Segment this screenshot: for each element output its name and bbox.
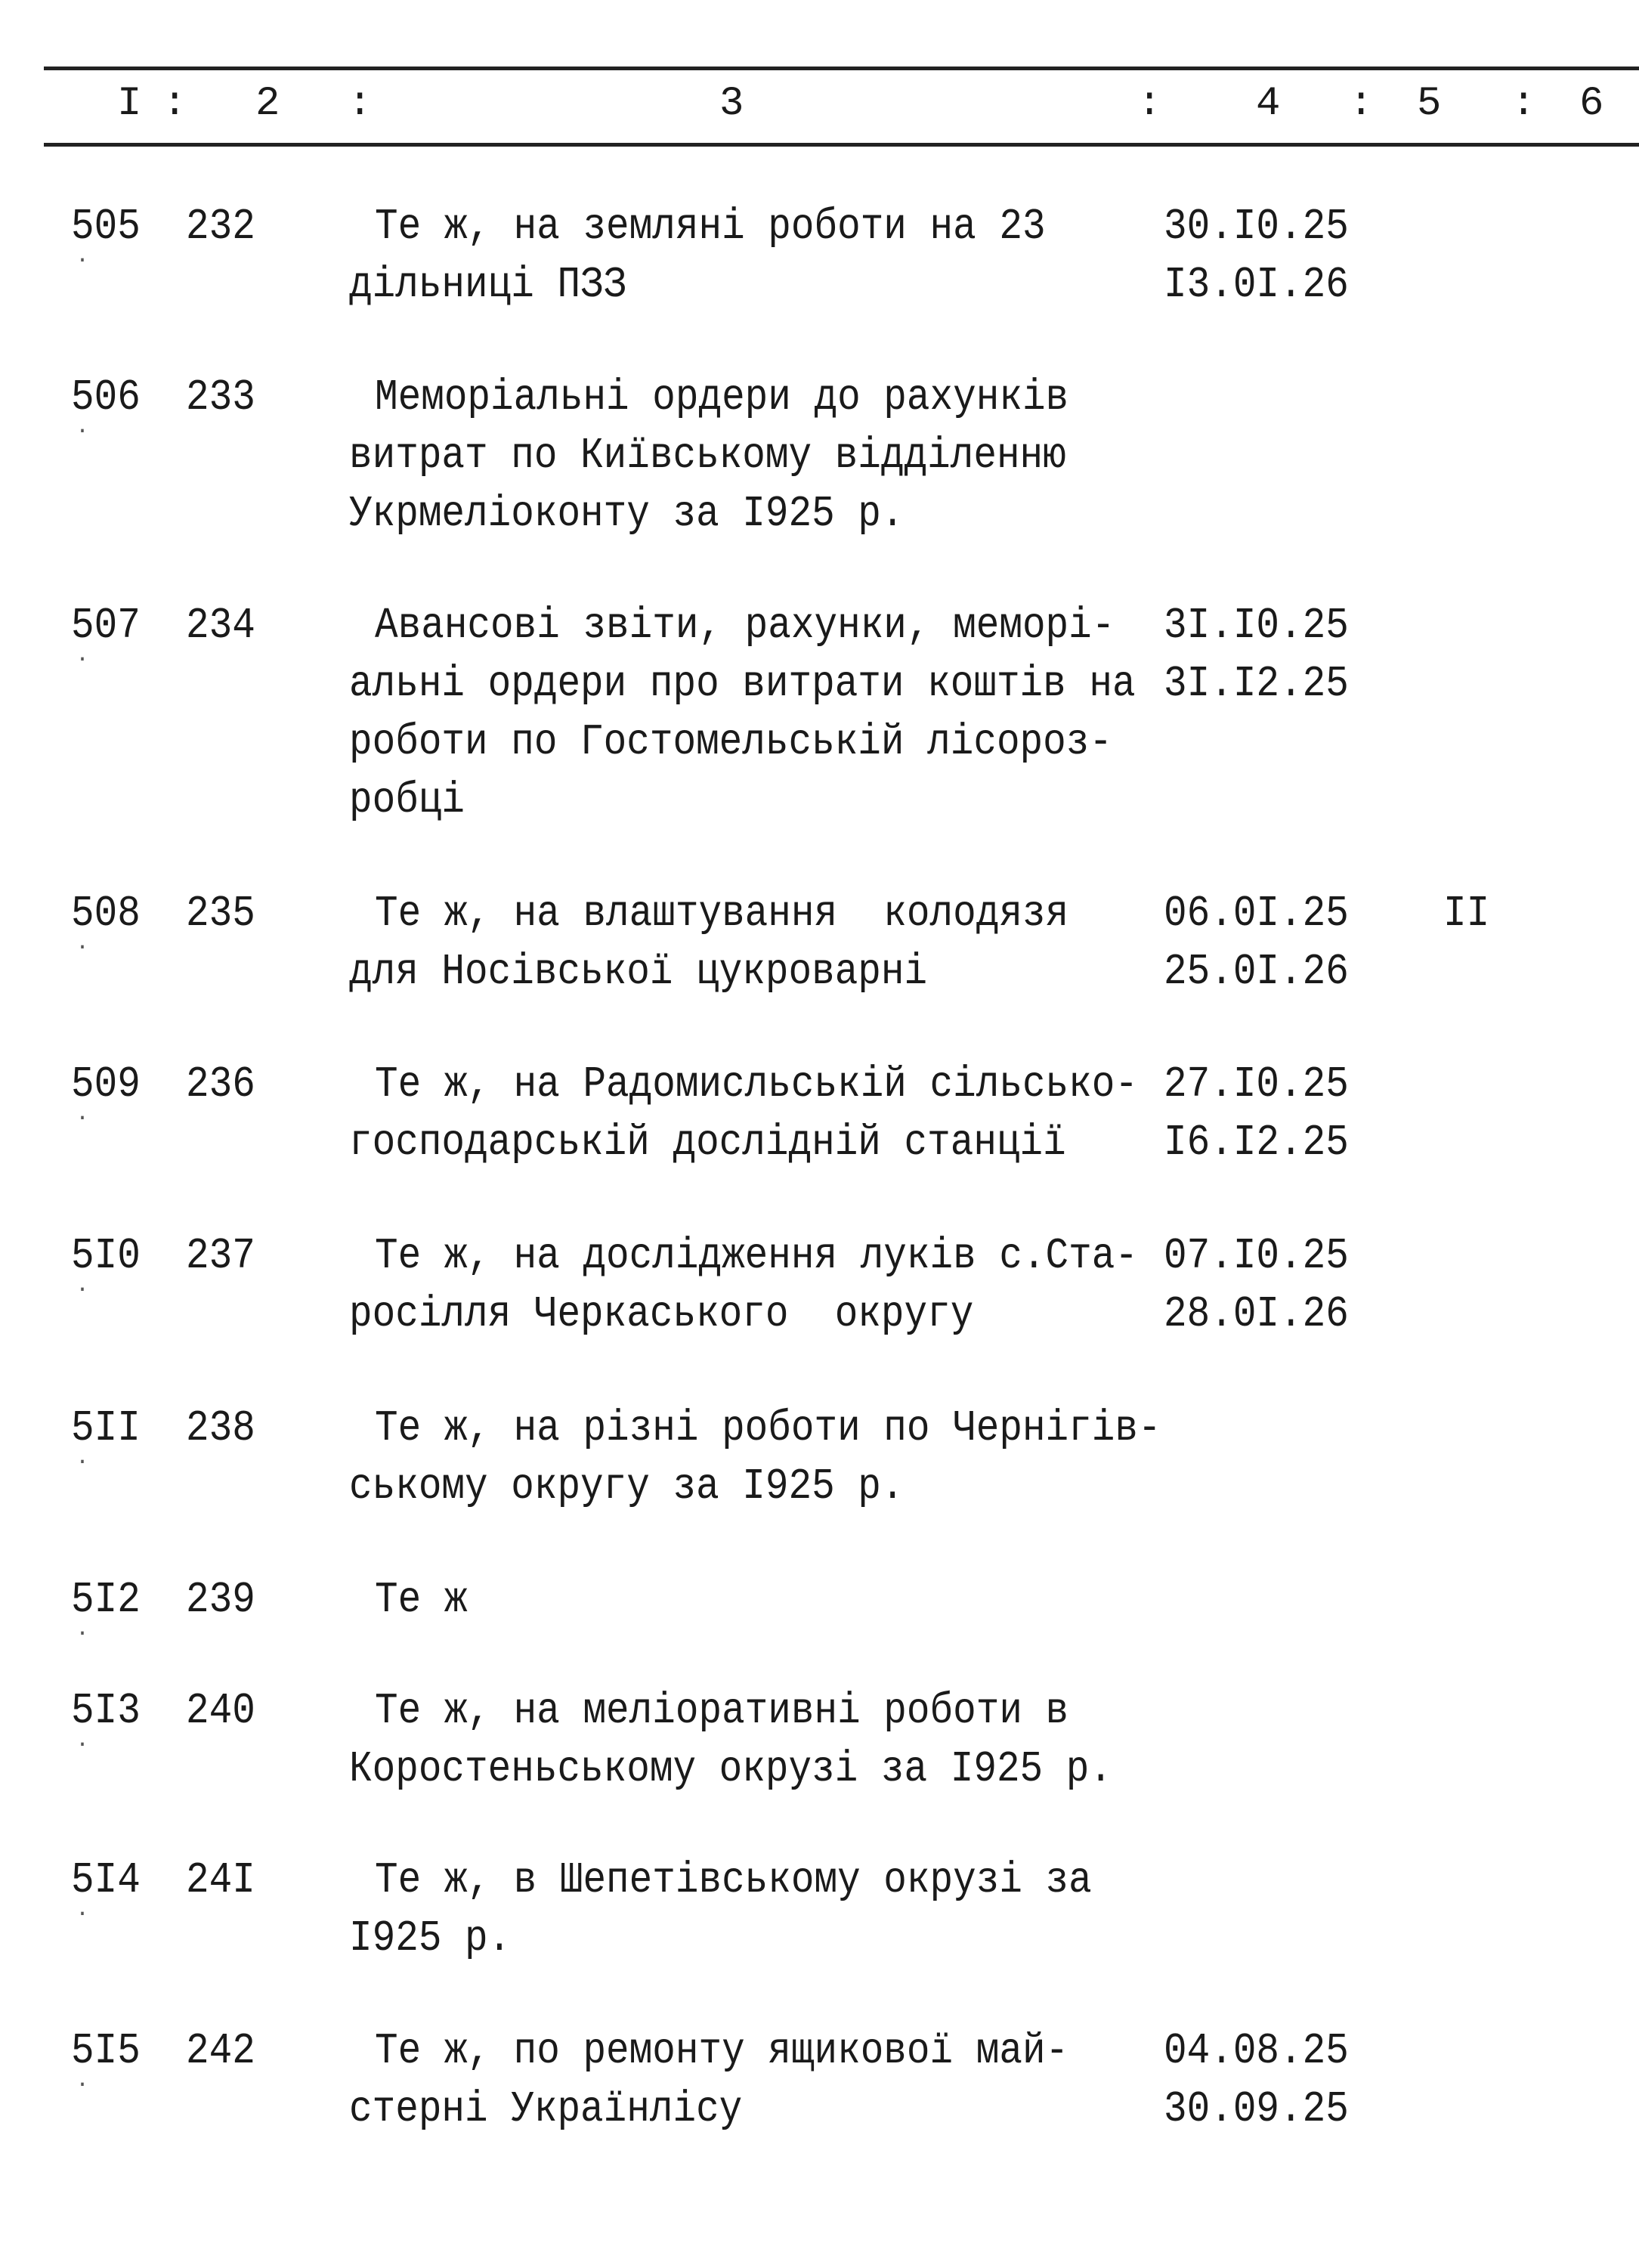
- description-line: ському округу за I925 р.: [349, 1463, 905, 1512]
- item-number: 507: [71, 602, 141, 651]
- item-number: 5I5: [71, 2028, 141, 2077]
- description-line: Те ж, на різні роботи по Чернігів-: [375, 1405, 1161, 1454]
- header-sep: :: [348, 81, 373, 127]
- case-number: 239: [186, 1576, 255, 1626]
- description-line: для Носівської цукроварні: [349, 948, 928, 998]
- description-line: Те ж, по ремонту ящикової май-: [375, 2028, 1069, 2077]
- description-line: Те ж, на меліоративні роботи в: [375, 1688, 1069, 1737]
- item-number: 5I2: [71, 1576, 141, 1626]
- item-number: 505: [71, 203, 141, 252]
- description-line: господарській дослідній станції: [349, 1119, 1066, 1168]
- pencil-tick-mark: ·: [76, 2072, 90, 2098]
- case-number: 234: [186, 602, 255, 651]
- description-line: Те ж, на дослідження луків с.Ста-: [375, 1233, 1138, 1282]
- description-line: I925 р.: [349, 1915, 512, 1964]
- item-number: 5II: [71, 1405, 141, 1454]
- case-number: 233: [186, 374, 255, 423]
- header-top-rule: [44, 67, 1639, 70]
- pencil-tick-mark: ·: [76, 1901, 90, 1927]
- description-line: роботи по Гостомельській лісороз-: [349, 719, 1112, 768]
- description-line: Те ж, на влаштування колодязя: [375, 890, 1069, 939]
- description-line: стерні Українлісу: [349, 2086, 743, 2135]
- description-line: витрат по Київському відділенню: [349, 432, 1066, 481]
- header-col-3: 3: [719, 81, 744, 127]
- item-number: 5I0: [71, 1233, 141, 1282]
- case-number: 235: [186, 890, 255, 939]
- item-number: 5I4: [71, 1857, 141, 1906]
- pencil-tick-mark: ·: [76, 1450, 90, 1475]
- start-date: 07.I0.25: [1164, 1233, 1349, 1282]
- header-col-2: 2: [255, 81, 280, 127]
- description-line: росілля Черкаського округу: [349, 1291, 974, 1340]
- header-col-1: I: [117, 81, 142, 127]
- header-sep: :: [1137, 81, 1162, 127]
- start-date: 06.0I.25: [1164, 890, 1349, 939]
- header-bottom-rule: [44, 143, 1639, 147]
- case-number: 242: [186, 2028, 255, 2077]
- description-line: Те ж, на Радомисльській сільсько-: [375, 1061, 1138, 1110]
- pencil-tick-mark: ·: [76, 1106, 90, 1131]
- header-col-6: 6: [1579, 81, 1604, 127]
- pencil-tick-mark: ·: [76, 1277, 90, 1303]
- end-date: 30.09.25: [1164, 2086, 1349, 2135]
- end-date: I3.0I.26: [1164, 261, 1349, 311]
- end-date: 3I.I2.25: [1164, 661, 1349, 710]
- case-number: 238: [186, 1405, 255, 1454]
- pencil-tick-mark: ·: [76, 248, 90, 274]
- start-date: 04.08.25: [1164, 2028, 1349, 2077]
- description-line: Коростеньському окрузі за I925 р.: [349, 1746, 1112, 1795]
- start-date: 3I.I0.25: [1164, 602, 1349, 651]
- pencil-tick-mark: ·: [76, 1621, 90, 1647]
- header-col-5: 5: [1417, 81, 1442, 127]
- header-col-4: 4: [1256, 81, 1281, 127]
- header-sep: :: [1349, 81, 1374, 127]
- item-number: 508: [71, 890, 141, 939]
- description-line: робці: [349, 777, 465, 826]
- case-number: 232: [186, 203, 255, 252]
- description-line: Те ж, в Шепетівському окрузі за: [375, 1857, 1092, 1906]
- pencil-tick-mark: ·: [76, 1732, 90, 1758]
- start-date: 27.I0.25: [1164, 1061, 1349, 1110]
- description-line: дільниці ПЗЗ: [349, 261, 627, 311]
- case-number: 24I: [186, 1857, 255, 1906]
- description-line: Авансові звіти, рахунки, меморі-: [375, 602, 1115, 651]
- end-date: 25.0I.26: [1164, 948, 1349, 998]
- description-line: Те ж, на земляні роботи на 23: [375, 203, 1046, 252]
- header-sep: :: [1511, 81, 1536, 127]
- item-number: 509: [71, 1061, 141, 1110]
- description-line: альні ордери про витрати коштів на: [349, 661, 1136, 710]
- case-number: 236: [186, 1061, 255, 1110]
- start-date: 30.I0.25: [1164, 203, 1349, 252]
- end-date: I6.I2.25: [1164, 1119, 1349, 1168]
- end-date: 28.0I.26: [1164, 1291, 1349, 1340]
- pencil-tick-mark: ·: [76, 647, 90, 673]
- case-number: 237: [186, 1233, 255, 1282]
- description-line: Те ж: [375, 1576, 468, 1626]
- description-line: Укрмеліоконту за I925 р.: [349, 490, 905, 540]
- item-number: 506: [71, 374, 141, 423]
- header-sep: :: [162, 81, 187, 127]
- pencil-tick-mark: ·: [76, 935, 90, 961]
- case-number: 240: [186, 1688, 255, 1737]
- pencil-tick-mark: ·: [76, 419, 90, 444]
- item-number: 5I3: [71, 1688, 141, 1737]
- sheet-count: II: [1443, 890, 1490, 939]
- description-line: Меморіальні ордери до рахунків: [375, 374, 1069, 423]
